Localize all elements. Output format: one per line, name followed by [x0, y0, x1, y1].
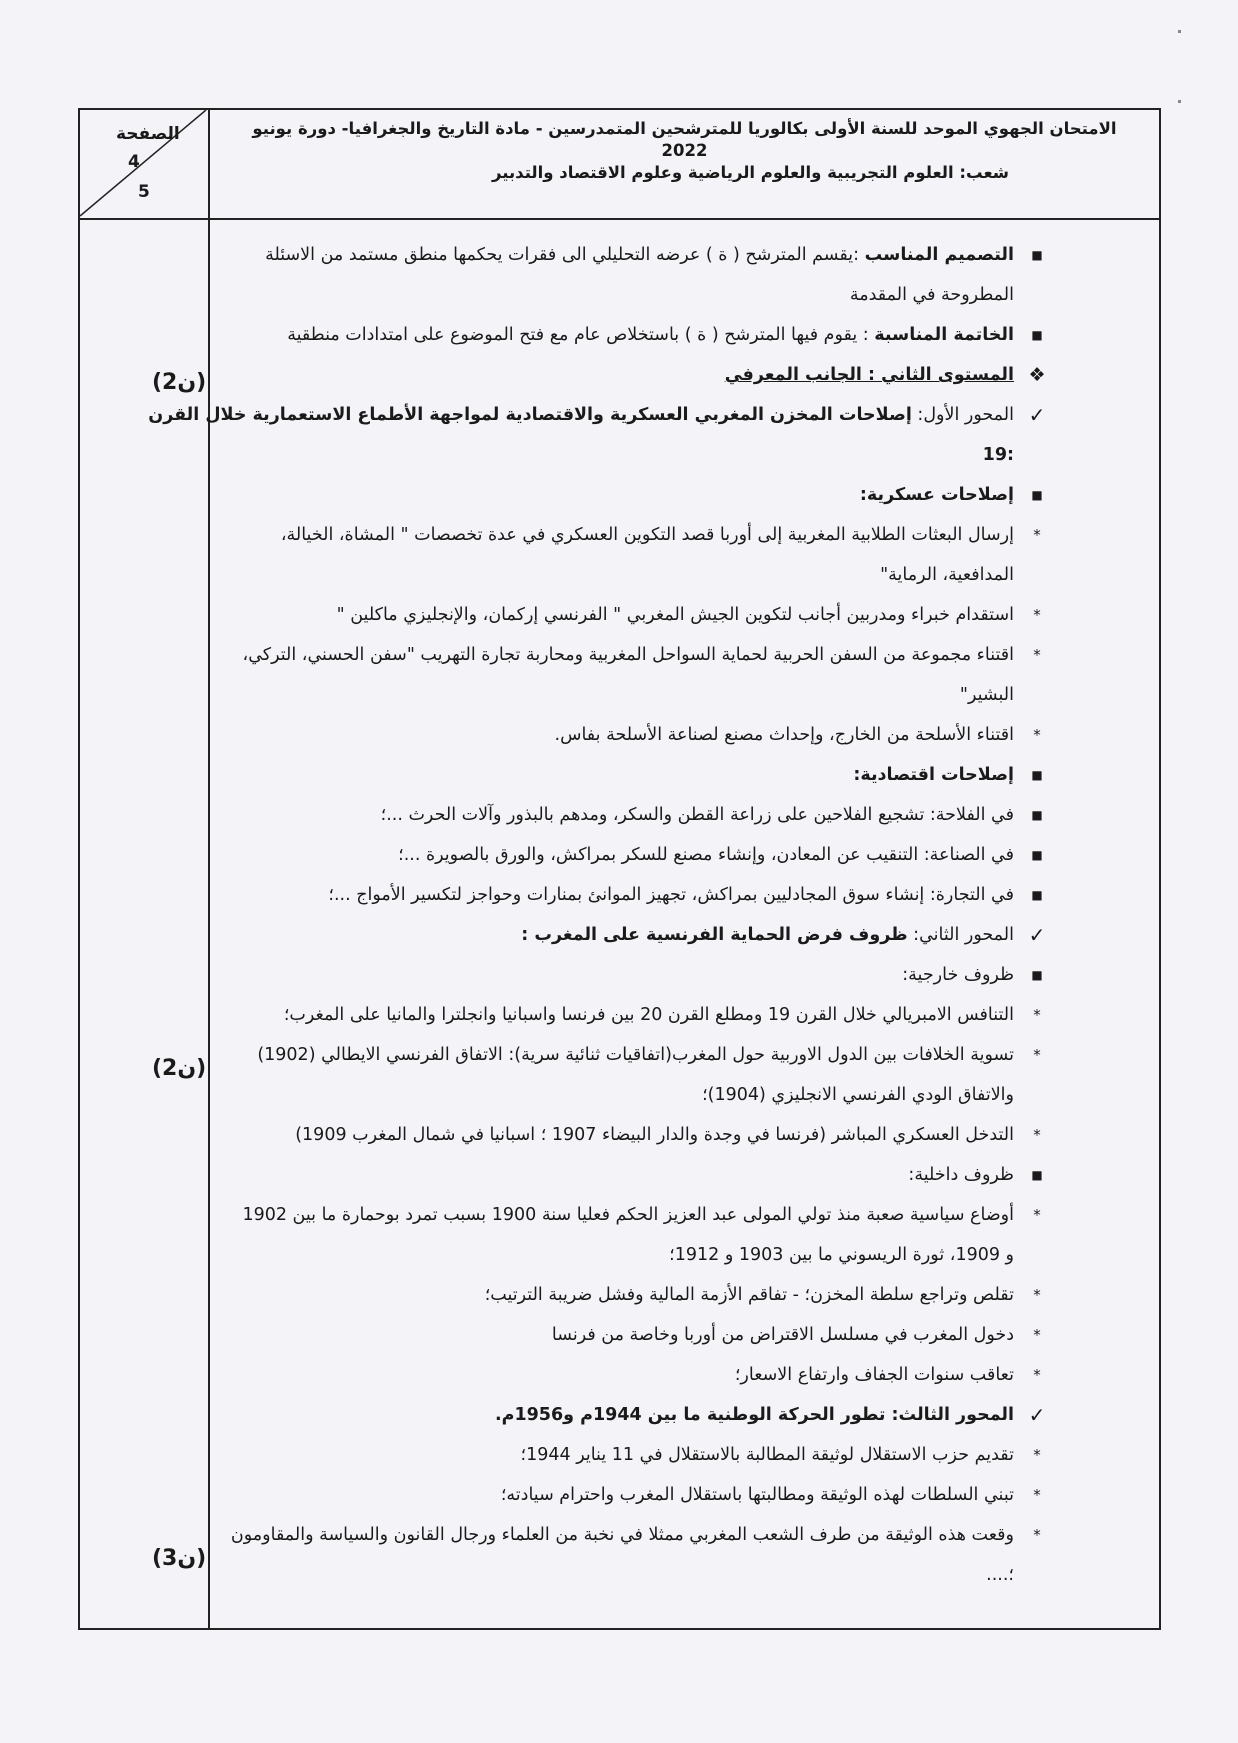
axis2-title: ظروف فرض الحماية الفرنسية على المغرب :: [521, 925, 908, 945]
square-bullet-icon: ■: [1031, 968, 1043, 982]
square-bullet-icon: ■: [1031, 768, 1043, 782]
list-item-text: البشير": [959, 685, 1014, 705]
points-axis3: (3ن): [152, 1546, 207, 1571]
diamond-bullet-icon: ❖: [1028, 364, 1046, 386]
list-item-text: في التجارة: إنشاء سوق المجادليين بمراكش، تجهيز الموانئ بمنارات وحواجز لتكسير الأمواج ...؛: [328, 885, 1014, 905]
list-item-text: التنافس الامبريالي خلال القرن 19 ومطلع القرن 20 بين فرنسا واسبانيا وانجلترا والمانيا على المغرب؛: [283, 1005, 1014, 1025]
page-number: 4: [128, 152, 140, 172]
level2-heading: المستوى الثاني : الجانب المعرفي: [724, 365, 1014, 385]
star-bullet-icon: *: [1033, 646, 1041, 664]
list-item-continuation: [145, 675, 1050, 715]
star-bullet-icon: *: [1033, 1366, 1041, 1384]
list-item-text: اقتناء مجموعة من السفن الحربية لحماية السواحل المغربية ومحاربة تجارة التهريب "سفن الحسني، التركي،: [242, 645, 1014, 665]
page-label: الصفحة: [116, 124, 180, 144]
list-item-text: تسوية الخلافات بين الدول الاوربية حول المغرب(اتفاقيات ثنائية سرية): الاتفاق الفرنسي الايطالي (1902): [257, 1045, 1014, 1065]
sub-heading: [145, 1155, 1050, 1195]
sub-heading: [145, 955, 1050, 995]
axis3-title: المحور الثالث: تطور الحركة الوطنية ما بين 1944م و1956م.: [494, 1405, 1014, 1425]
conclusion-text: : يقوم فيها المترشح ( ة ) باستخلاص عام مع فتح الموضوع على امتدادات منطقية: [287, 325, 875, 345]
section-heading: [145, 355, 1050, 395]
star-bullet-icon: *: [1033, 1206, 1041, 1224]
economic-heading: إصلاحات اقتصادية:: [853, 765, 1014, 785]
design-text: :يقسم المترشح ( ة ) عرضه التحليلي الى فقرات يحكمها منطق مستمد من الاسئلة: [265, 245, 865, 265]
list-item-text: ؛....: [986, 1565, 1014, 1585]
list-item-text: إرسال البعثات الطلابية المغربية إلى أوربا قصد التكوين العسكري في عدة تخصصات " المشاة، الخيالة،: [280, 525, 1014, 545]
star-bullet-icon: *: [1033, 1326, 1041, 1344]
external-heading: ظروف خارجية:: [902, 965, 1014, 985]
list-item: [145, 595, 1050, 635]
list-item-continuation: [145, 1555, 1050, 1595]
list-item-continuation: [145, 435, 1050, 475]
star-bullet-icon: *: [1033, 1286, 1041, 1304]
page-total: 5: [138, 182, 150, 202]
axis-heading: [145, 915, 1050, 955]
answer-content: [145, 235, 1050, 1595]
scan-speck: [1178, 30, 1181, 33]
list-item: [145, 995, 1050, 1035]
square-bullet-icon: ■: [1031, 848, 1043, 862]
design-text-cont: المطروحة في المقدمة: [849, 285, 1014, 305]
points-axis1: (2ن): [152, 370, 207, 395]
list-item-text: أوضاع سياسية صعبة منذ تولي المولى عبد العزيز الحكم فعليا سنة 1900 بسبب تمرد بوحمارة ما بين 1902: [242, 1205, 1014, 1225]
square-bullet-icon: ■: [1031, 808, 1043, 822]
list-item-text: و 1909، ثورة الريسوني ما بين 1903 و 1912؛: [669, 1245, 1014, 1265]
list-item: [145, 1035, 1050, 1075]
exam-header: [80, 110, 1159, 220]
square-bullet-icon: ■: [1031, 488, 1043, 502]
list-item-text: في الفلاحة: تشجيع الفلاحين على زراعة القطن والسكر، ومدهم بالبذور وآلات الحرث ...؛: [380, 805, 1014, 825]
exam-year: 2022: [661, 141, 708, 160]
list-item-text: في الصناعة: التنقيب عن المعادن، وإنشاء مصنع للسكر بمراكش، والورق بالصويرة ...؛: [398, 845, 1014, 865]
axis2-label: المحور الثاني:: [907, 925, 1014, 945]
list-item: [145, 1355, 1050, 1395]
check-mark-icon: ✓: [1028, 923, 1046, 947]
list-item: [145, 715, 1050, 755]
list-item: [145, 635, 1050, 675]
list-item: [145, 1515, 1050, 1555]
list-item-text: اقتناء الأسلحة من الخارج، وإحداث مصنع لصناعة الأسلحة بفاس.: [554, 725, 1014, 745]
conclusion-label: الخاتمة المناسبة: [874, 325, 1014, 345]
exam-streams: شعب: العلوم التجريبية والعلوم الرياضية وعلوم الاقتصاد والتدبير: [491, 163, 1009, 182]
points-axis2: (2ن): [152, 1056, 207, 1081]
sub-heading: [145, 475, 1050, 515]
list-item: [145, 1275, 1050, 1315]
list-item: [145, 1115, 1050, 1155]
internal-heading: ظروف داخلية:: [908, 1165, 1014, 1185]
list-item-continuation: [145, 555, 1050, 595]
check-mark-icon: ✓: [1028, 1403, 1046, 1427]
square-bullet-icon: ■: [1031, 328, 1043, 342]
square-bullet-icon: ■: [1031, 888, 1043, 902]
list-item: [145, 315, 1050, 355]
list-item-text: تعاقب سنوات الجفاف وارتفاع الاسعار؛: [734, 1365, 1014, 1385]
list-item-text: دخول المغرب في مسلسل الاقتراض من أوربا وخاصة من فرنسا: [551, 1325, 1014, 1345]
list-item: [145, 1475, 1050, 1515]
star-bullet-icon: *: [1033, 1526, 1041, 1544]
star-bullet-icon: *: [1033, 1446, 1041, 1464]
star-bullet-icon: *: [1033, 726, 1041, 744]
design-label: التصميم المناسب: [864, 245, 1014, 265]
axis-heading: [145, 395, 1050, 435]
list-item: [145, 795, 1050, 835]
list-item: [145, 1435, 1050, 1475]
sub-heading: [145, 755, 1050, 795]
list-item-text: وقعت هذه الوثيقة من طرف الشعب المغربي ممثلا في نخبة من العلماء ورجال القانون والسياسة والمقاومون: [230, 1525, 1014, 1545]
list-item: [145, 235, 1050, 275]
star-bullet-icon: *: [1033, 1046, 1041, 1064]
list-item-text: استقدام خبراء ومدربين أجانب لتكوين الجيش المغربي " الفرنسي إركمان، والإنجليزي ماكلين ": [336, 605, 1014, 625]
list-item-text: تقلص وتراجع سلطة المخزن؛ - تفاقم الأزمة المالية وفشل ضريبة الترتيب؛: [484, 1285, 1014, 1305]
axis1-title: إصلاحات المخزن المغربي العسكرية والاقتصادية لمواجهة الأطماع الاستعمارية خلال القرن: [148, 405, 912, 425]
square-bullet-icon: ■: [1031, 248, 1043, 262]
exam-title-line: الامتحان الجهوي الموحد للسنة الأولى بكالوريا للمترشحين المتمدرسين - مادة التاريخ والجغرافيا- دورة يونيو: [252, 119, 1117, 138]
star-bullet-icon: *: [1033, 1006, 1041, 1024]
list-item: [145, 515, 1050, 555]
axis1-label: المحور الأول:: [911, 405, 1014, 425]
list-item-text: التدخل العسكري المباشر (فرنسا في وجدة والدار البيضاء 1907 ؛ اسبانيا في شمال المغرب 1909): [295, 1125, 1014, 1145]
star-bullet-icon: *: [1033, 1126, 1041, 1144]
list-item-continuation: [145, 1075, 1050, 1115]
star-bullet-icon: *: [1033, 1486, 1041, 1504]
list-item: [145, 1315, 1050, 1355]
page-indicator: [80, 110, 210, 218]
axis1-title-cont: :19: [982, 445, 1014, 465]
military-heading: إصلاحات عسكرية:: [859, 485, 1014, 505]
list-item-text: تبني السلطات لهذه الوثيقة ومطالبتها باستقلال المغرب واحترام سيادته؛: [500, 1485, 1014, 1505]
scan-speck: [1178, 100, 1181, 103]
list-item: [145, 875, 1050, 915]
list-item-text: تقديم حزب الاستقلال لوثيقة المطالبة بالاستقلال في 11 يناير 1944؛: [520, 1445, 1014, 1465]
list-item-continuation: [145, 1235, 1050, 1275]
axis-heading: [145, 1395, 1050, 1435]
list-item: [145, 1195, 1050, 1235]
star-bullet-icon: *: [1033, 526, 1041, 544]
square-bullet-icon: ■: [1031, 1168, 1043, 1182]
star-bullet-icon: *: [1033, 606, 1041, 624]
exam-title: [210, 110, 1159, 218]
list-item: [145, 835, 1050, 875]
list-item-text: المدافعية، الرماية": [880, 565, 1014, 585]
list-item-text: والاتفاق الودي الفرنسي الانجليزي (1904)؛: [702, 1085, 1014, 1105]
check-mark-icon: ✓: [1028, 403, 1046, 427]
list-item-continuation: [145, 275, 1050, 315]
